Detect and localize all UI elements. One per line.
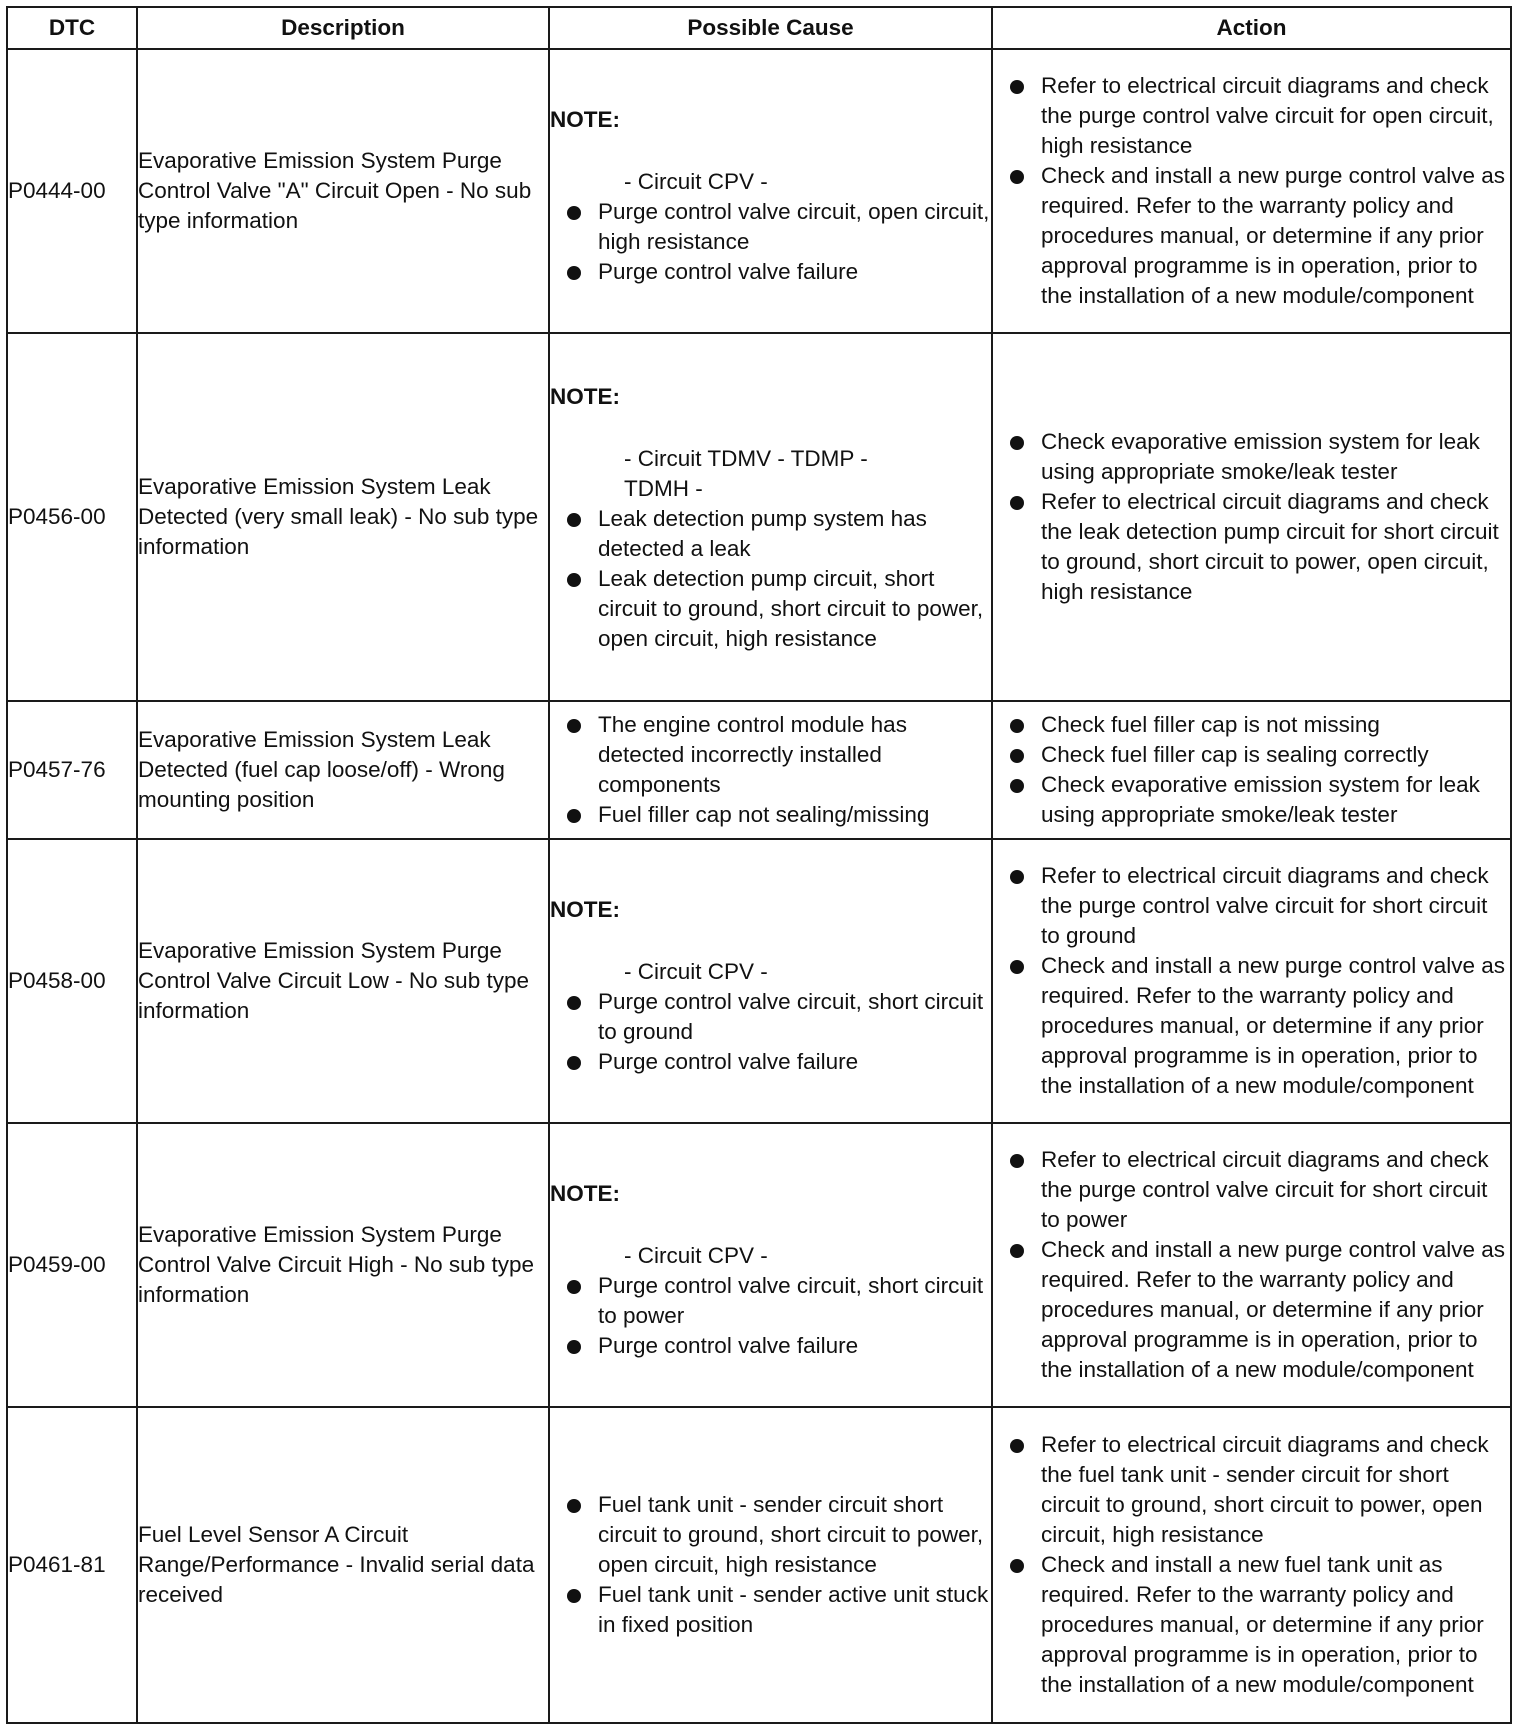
bullet-icon (1010, 1559, 1024, 1573)
cause-list (550, 1271, 991, 1361)
list-item (550, 1490, 991, 1580)
action-text: Refer to electrical circuit diagrams and check the purge control valve circuit for short circuit to power (1041, 1147, 1489, 1232)
dtc-code: P0461-81 (7, 1407, 137, 1723)
cause-text: Fuel filler cap not sealing/missing (598, 802, 930, 827)
cause-list (550, 1490, 991, 1640)
list-item (993, 1235, 1510, 1385)
bullet-icon (567, 266, 581, 280)
list-item (993, 740, 1510, 770)
cause-text: The engine control module has detected incorrectly installed components (598, 712, 907, 797)
circuit-note: - Circuit CPV - (624, 169, 768, 194)
list-item (993, 1145, 1510, 1235)
description: Fuel Level Sensor A Circuit Range/Performance - Invalid serial data received (137, 1407, 549, 1723)
cause-text: Purge control valve failure (598, 259, 859, 284)
action-cell (992, 839, 1511, 1123)
action-text: Check evaporative emission system for leak using appropriate smoke/leak tester (1041, 772, 1480, 827)
list-item (993, 71, 1510, 161)
list-item (993, 161, 1510, 311)
cause-list (550, 197, 991, 287)
possible-cause-cell (549, 1123, 992, 1407)
cause-list (550, 987, 991, 1077)
action-text: Check fuel filler cap is not missing (1041, 712, 1380, 737)
action-text: Check fuel filler cap is sealing correctly (1041, 742, 1429, 767)
list-item (550, 1580, 991, 1640)
list-item (993, 770, 1510, 830)
possible-cause-cell (549, 333, 992, 701)
circuit-note: - Circuit TDMV - TDMP - TDMH - (624, 446, 868, 501)
list-item (993, 427, 1510, 487)
dtc-code: P0456-00 (7, 333, 137, 701)
bullet-icon (567, 1340, 581, 1354)
cause-text: Purge control valve failure (598, 1333, 859, 1358)
action-text: Refer to electrical circuit diagrams and check the fuel tank unit - sender circuit for short circuit to ground, short circuit to power, open circuit, high resistance (1041, 1432, 1489, 1547)
dtc-code: P0444-00 (7, 49, 137, 333)
bullet-icon (567, 1056, 581, 1070)
list-item (550, 987, 991, 1047)
bullet-icon (567, 573, 581, 587)
cause-text: Fuel tank unit - sender active unit stuck in fixed position (598, 1582, 989, 1637)
bullet-icon (1010, 496, 1024, 510)
bullet-icon (1010, 1154, 1024, 1168)
action-cell (992, 701, 1511, 839)
list-item (550, 1047, 991, 1077)
bullet-icon (567, 996, 581, 1010)
action-cell (992, 1407, 1511, 1723)
table-row (7, 49, 1511, 333)
list-item (550, 197, 991, 257)
list-item (550, 564, 991, 654)
action-list (993, 861, 1510, 1101)
bullet-icon (567, 1280, 581, 1294)
bullet-icon (1010, 719, 1024, 733)
action-list (993, 71, 1510, 311)
list-item (993, 1550, 1510, 1700)
bullet-icon (1010, 1244, 1024, 1258)
cause-list (550, 504, 991, 654)
list-item (550, 710, 991, 800)
note-label: NOTE: (550, 1181, 620, 1206)
bullet-icon (1010, 870, 1024, 884)
cause-list (550, 710, 991, 830)
note-label: NOTE: (550, 107, 620, 132)
action-text: Check and install a new purge control valve as required. Refer to the warranty policy and procedures manual, or determine if any prior approval programme is in operation, prior to the installation of a new module/component (1041, 953, 1506, 1098)
list-item (993, 1430, 1510, 1550)
possible-cause-cell (549, 701, 992, 839)
bullet-icon (567, 719, 581, 733)
description: Evaporative Emission System Purge Control Valve Circuit High - No sub type information (137, 1123, 549, 1407)
bullet-icon (1010, 960, 1024, 974)
note-label: NOTE: (550, 897, 620, 922)
possible-cause-cell (549, 839, 992, 1123)
list-item (993, 951, 1510, 1101)
cause-text: Purge control valve circuit, short circuit to power (598, 1273, 984, 1328)
cause-text: Purge control valve circuit, short circuit to ground (598, 989, 984, 1044)
bullet-icon (1010, 436, 1024, 450)
action-text: Check and install a new purge control valve as required. Refer to the warranty policy and procedures manual, or determine if any prior approval programme is in operation, prior to the installation of a new module/component (1041, 163, 1506, 308)
list-item (550, 1271, 991, 1331)
cause-text: Purge control valve failure (598, 1049, 859, 1074)
header-possible-cause: Possible Cause (549, 7, 992, 49)
bullet-icon (567, 809, 581, 823)
description: Evaporative Emission System Leak Detected (fuel cap loose/off) - Wrong mounting position (137, 701, 549, 839)
table-row (7, 701, 1511, 839)
list-item (550, 257, 991, 287)
dtc-code: P0458-00 (7, 839, 137, 1123)
description: Evaporative Emission System Purge Control Valve "A" Circuit Open - No sub type information (137, 49, 549, 333)
note-label: NOTE: (550, 384, 620, 409)
action-text: Check and install a new purge control valve as required. Refer to the warranty policy and procedures manual, or determine if any prior approval programme is in operation, prior to the installation of a new module/component (1041, 1237, 1506, 1382)
bullet-icon (567, 1499, 581, 1513)
description: Evaporative Emission System Leak Detected (very small leak) - No sub type information (137, 333, 549, 701)
bullet-icon (1010, 80, 1024, 94)
list-item (550, 800, 991, 830)
header-action: Action (992, 7, 1511, 49)
dtc-code: P0457-76 (7, 701, 137, 839)
cause-text: Leak detection pump circuit, short circuit to ground, short circuit to power, open circuit, high resistance (598, 566, 984, 651)
action-text: Refer to electrical circuit diagrams and check the purge control valve circuit for short circuit to ground (1041, 863, 1489, 948)
action-list (993, 710, 1510, 830)
circuit-note: - Circuit CPV - (624, 959, 768, 984)
bullet-icon (1010, 779, 1024, 793)
cause-text: Fuel tank unit - sender circuit short circuit to ground, short circuit to power, open circuit, high resistance (598, 1492, 984, 1577)
list-item (550, 504, 991, 564)
action-list (993, 427, 1510, 607)
list-item (993, 710, 1510, 740)
table-row (7, 1407, 1511, 1723)
list-item (993, 487, 1510, 607)
action-text: Check evaporative emission system for leak using appropriate smoke/leak tester (1041, 429, 1480, 484)
action-list (993, 1430, 1510, 1700)
bullet-icon (1010, 1439, 1024, 1453)
possible-cause-cell (549, 49, 992, 333)
action-text: Refer to electrical circuit diagrams and check the leak detection pump circuit for short circuit to ground, short circuit to power, open circuit, high resistance (1041, 489, 1499, 604)
action-cell (992, 1123, 1511, 1407)
dtc-code: P0459-00 (7, 1123, 137, 1407)
bullet-icon (1010, 749, 1024, 763)
action-cell (992, 49, 1511, 333)
table-row (7, 333, 1511, 701)
circuit-note: - Circuit CPV - (624, 1243, 768, 1268)
possible-cause-cell (549, 1407, 992, 1723)
bullet-icon (567, 1589, 581, 1603)
table-row (7, 839, 1511, 1123)
action-text: Refer to electrical circuit diagrams and check the purge control valve circuit for open circuit, high resistance (1041, 73, 1494, 158)
cause-text: Purge control valve circuit, open circuit, high resistance (598, 199, 990, 254)
header-row (7, 7, 1511, 49)
action-list (993, 1145, 1510, 1385)
list-item (993, 861, 1510, 951)
header-dtc: DTC (7, 7, 137, 49)
dtc-table (6, 6, 1512, 1724)
bullet-icon (1010, 170, 1024, 184)
action-cell (992, 333, 1511, 701)
list-item (550, 1331, 991, 1361)
bullet-icon (567, 206, 581, 220)
description: Evaporative Emission System Purge Control Valve Circuit Low - No sub type information (137, 839, 549, 1123)
bullet-icon (567, 513, 581, 527)
action-text: Check and install a new fuel tank unit as required. Refer to the warranty policy and procedures manual, or determine if any prior approval programme is in operation, prior to the installation of a new module/component (1041, 1552, 1484, 1697)
table-row (7, 1123, 1511, 1407)
header-description: Description (137, 7, 549, 49)
cause-text: Leak detection pump system has detected a leak (598, 506, 927, 561)
